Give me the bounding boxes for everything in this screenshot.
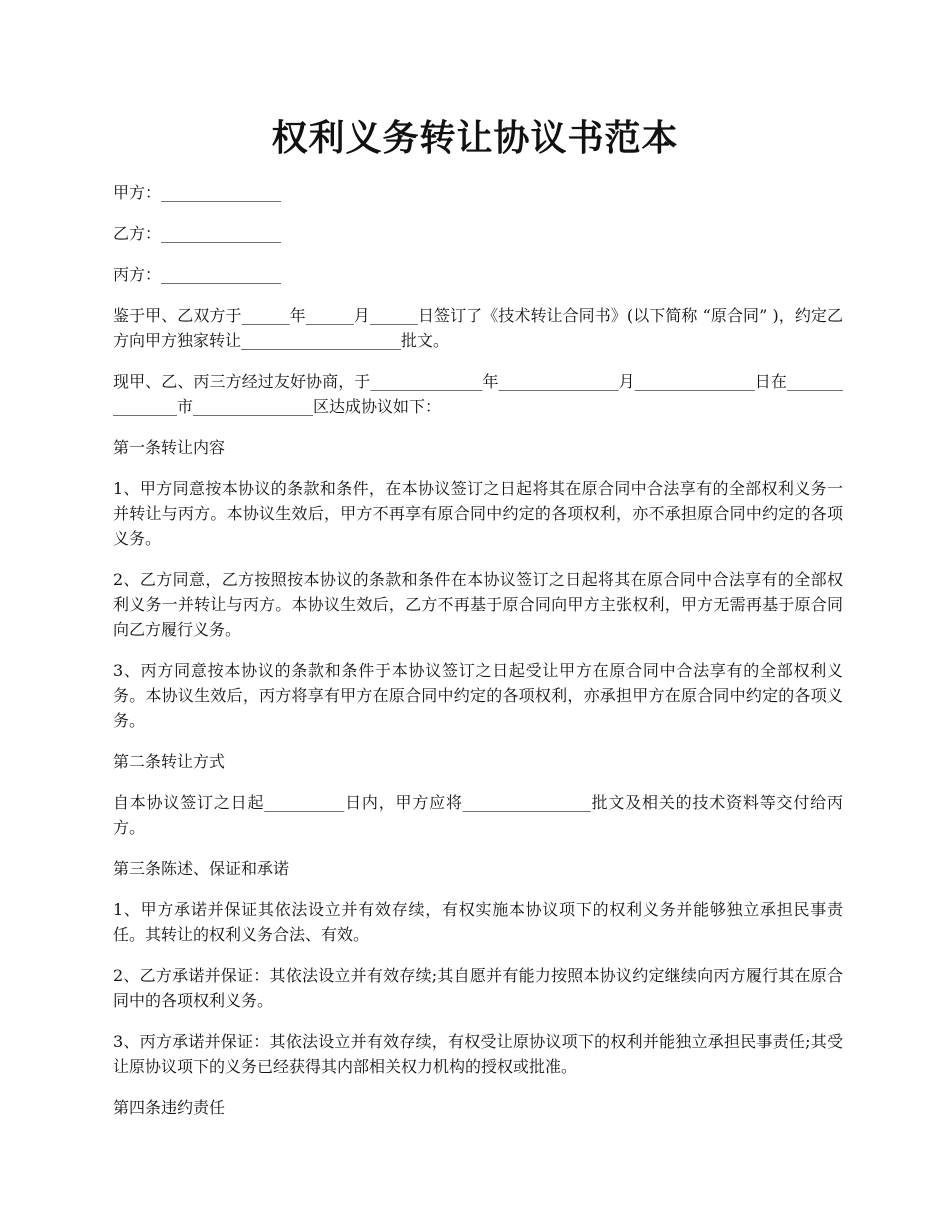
- article-3-heading: 第三条陈述、保证和承诺: [113, 859, 290, 878]
- article-1-clause-3: 3、丙方同意按本协议的条款和条件于本协议签订之日起受让甲方在原合同中合法享有的全部权利义务。本协议生效后，丙方将享有甲方在原合同中约定的各项权利，亦承担甲方在原合同中约定的各项义务。: [113, 661, 843, 730]
- article-2-heading: 第二条转让方式: [113, 752, 226, 771]
- article-1-clause-1: 1、甲方同意按本协议的条款和条件，在本协议签订之日起将其在原合同中合法享有的全部权利义务一并转让与丙方。本协议生效后，甲方不再享有原合同中约定的各项权利，亦不承担原合同中约定的各项义务。: [113, 479, 843, 548]
- party-a-line: 甲方：_______________: [113, 183, 282, 202]
- article-3-clause-1: 1、甲方承诺并保证其依法设立并有效存续，有权实施本协议项下的权利义务并能够独立承担民事责任。其转让的权利义务合法、有效。: [113, 900, 843, 944]
- article-1-clause-2: 2、乙方同意，乙方按照按本协议的条款和条件在本协议签订之日起将其在原合同中合法享有的全部权利义务一并转让与丙方。本协议生效后，乙方不再基于原合同向甲方主张权利，甲方无需再基于原合同向乙方履行义务。: [113, 570, 843, 639]
- recital-paragraph: 鉴于甲、乙双方于______年______月______日签订了《技术转让合同书》(以下简称 “原合同” )，约定乙方向甲方独家转让____________________批文。: [113, 306, 843, 350]
- article-4-heading: 第四条违约责任: [113, 1098, 226, 1117]
- article-2-clause: 自本协议签订之日起__________日内，甲方应将________________批文及相关的技术资料等交付给丙方。: [113, 793, 843, 837]
- document-body: [113, 180, 843, 1136]
- article-3-clause-3: 3、丙方承诺并保证：其依法设立并有效存续，有权受让原协议项下的权利并能独立承担民事责任;其受让原协议项下的义务已经获得其内部相关权力机构的授权或批准。: [113, 1032, 843, 1076]
- document-title: 权利义务转让协议书范本: [271, 117, 679, 159]
- party-b-line: 乙方：_______________: [113, 224, 282, 243]
- party-c-line: 丙方：_______________: [113, 265, 282, 284]
- article-3-clause-2: 2、乙方承诺并保证：其依法设立并有效存续;其自愿并有能力按照本协议约定继续向丙方履行其在原合同中的各项权利义务。: [113, 966, 843, 1010]
- agreement-intro-paragraph: 现甲、乙、丙三方经过友好协商，于______________年_______________月_______________日在_______________市_______________区达成协议如下：: [113, 372, 843, 416]
- article-1-heading: 第一条转让内容: [113, 438, 226, 457]
